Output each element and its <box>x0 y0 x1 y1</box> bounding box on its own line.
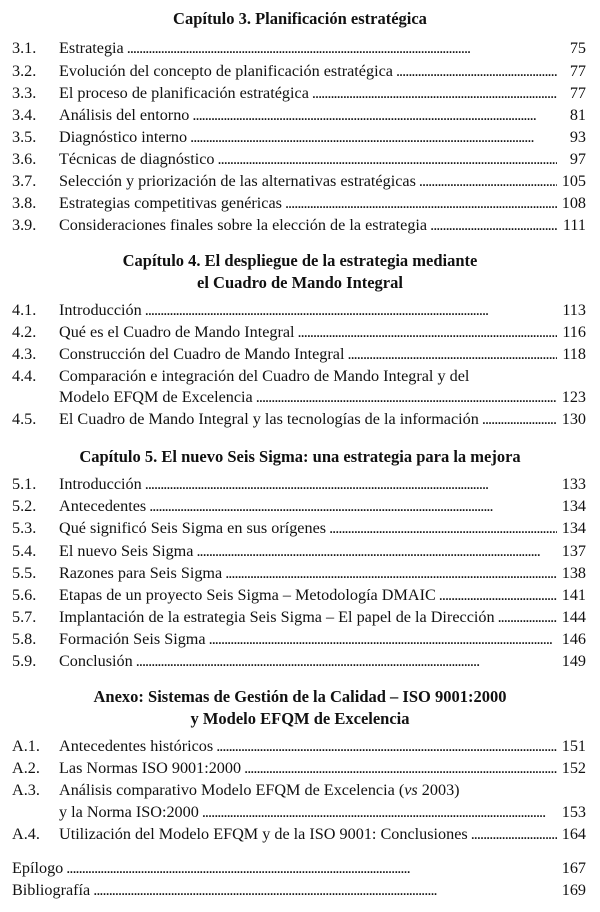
entry-number: 5.4. <box>12 542 37 560</box>
dot-leader <box>225 563 557 584</box>
chapter-3-title: Capítulo 3. Planificación estratégica <box>173 9 427 28</box>
entry-number: 5.9. <box>12 652 37 670</box>
toc-entry <box>12 758 586 779</box>
dot-leader <box>312 83 557 104</box>
entry-page: 108 <box>561 194 586 212</box>
toc-entry <box>12 344 586 365</box>
entry-title: Modelo EFQM de Excelencia <box>59 388 253 406</box>
entry-number: 3.1. <box>12 39 37 57</box>
entry-number: 5.3. <box>12 519 37 537</box>
entry-title-part: 2003) <box>417 781 460 799</box>
toc-entry <box>12 563 586 584</box>
toc-entry <box>12 300 586 321</box>
dot-leader <box>396 61 557 82</box>
toc-entry <box>12 585 586 606</box>
entry-title: Técnicas de diagnóstico <box>59 150 215 168</box>
dot-leader <box>66 858 557 879</box>
entry-number: 3.4. <box>12 106 37 124</box>
entry-page: 137 <box>561 542 586 560</box>
dot-leader <box>439 585 557 606</box>
entry-page: 152 <box>561 759 586 777</box>
entry-number: 5.1. <box>12 475 37 493</box>
dot-leader <box>347 344 557 365</box>
toc-entry <box>12 149 586 170</box>
entry-title: Las Normas ISO 9001:2000 <box>59 759 242 777</box>
toc-entry <box>12 193 586 214</box>
dot-leader <box>419 171 557 192</box>
entry-number: 4.3. <box>12 345 37 363</box>
entry-number: 4.4. <box>12 367 37 385</box>
toc-entry <box>12 736 586 757</box>
entry-title: Análisis del entorno <box>59 106 190 124</box>
toc-entry-continuation <box>59 802 586 823</box>
dot-leader <box>202 802 557 823</box>
entry-page: 97 <box>569 150 586 168</box>
entry-page: 134 <box>561 519 586 537</box>
entry-title: Antecedentes <box>59 497 147 515</box>
chapter-4-title-line1: Capítulo 4. El despliegue de la estrategia mediante <box>122 251 478 270</box>
toc-entry <box>12 105 586 126</box>
entry-number: 4.1. <box>12 301 37 319</box>
entry-number: A.2. <box>12 759 40 777</box>
dot-leader <box>430 215 557 236</box>
entry-number: 5.7. <box>12 608 37 626</box>
dot-leader <box>329 518 557 539</box>
entry-title: Utilización del Modelo EFQM y de la ISO 9001: Conclusiones <box>59 825 468 843</box>
toc-entry <box>12 629 586 650</box>
entry-page: 105 <box>561 172 586 190</box>
entry-title: Estrategias competitivas genéricas <box>59 194 282 212</box>
entry-title: El nuevo Seis Sigma <box>59 542 194 560</box>
entry-page: 144 <box>561 608 586 626</box>
entry-page: 118 <box>562 345 586 363</box>
entry-page: 151 <box>561 737 586 755</box>
entry-title: Selección y priorización de las alternativas estratégicas <box>59 172 416 190</box>
entry-page: 113 <box>562 301 586 319</box>
dot-leader <box>145 474 557 495</box>
toc-entry <box>12 541 586 562</box>
entry-page: 75 <box>569 39 586 57</box>
entry-page: 133 <box>561 475 586 493</box>
entry-title: Construcción del Cuadro de Mando Integral <box>59 345 345 363</box>
entry-page: 93 <box>569 128 586 146</box>
entry-title: Bibliografía <box>12 881 91 899</box>
toc-entry <box>12 409 586 430</box>
entry-page: 146 <box>561 630 586 648</box>
entry-title: Qué significó Seis Sigma en sus orígenes <box>59 519 327 537</box>
entry-title: Etapas de un proyecto Seis Sigma – Metodología DMAIC <box>59 586 436 604</box>
toc-entry-epilogue <box>12 858 586 879</box>
toc-entry <box>12 127 586 148</box>
entry-title <box>59 780 460 801</box>
entry-title: Conclusión <box>59 652 133 670</box>
entry-page: 167 <box>561 859 586 877</box>
entry-title: Qué es el Cuadro de Mando Integral <box>59 323 295 341</box>
dot-leader <box>93 880 557 901</box>
dot-leader <box>216 736 557 757</box>
toc-entry <box>12 518 586 539</box>
entry-number: A.1. <box>12 737 40 755</box>
dot-leader <box>127 38 557 59</box>
toc-entry <box>12 780 586 801</box>
toc-entry <box>12 496 586 517</box>
entry-page: 111 <box>562 216 586 234</box>
dot-leader <box>190 127 557 148</box>
toc-entry <box>12 322 586 343</box>
entry-page: 164 <box>561 825 586 843</box>
dot-leader <box>285 193 557 214</box>
entry-page: 141 <box>561 586 586 604</box>
toc-entry-bibliography <box>12 880 586 901</box>
toc-entry <box>12 651 586 672</box>
entry-title: Antecedentes históricos <box>59 737 214 755</box>
dot-leader <box>298 322 557 343</box>
entry-number: 4.5. <box>12 410 37 428</box>
entry-page: 77 <box>569 62 586 80</box>
entry-page: 169 <box>561 881 586 899</box>
entry-page: 149 <box>561 652 586 670</box>
entry-title-italic: vs <box>404 781 418 799</box>
toc-entry <box>12 171 586 192</box>
toc-entry <box>12 61 586 82</box>
entry-title: Diagnóstico interno <box>59 128 188 146</box>
entry-title: El Cuadro de Mando Integral y las tecnologías de la información <box>59 410 479 428</box>
entry-number: 3.2. <box>12 62 37 80</box>
entry-number: 3.9. <box>12 216 37 234</box>
entry-page: 138 <box>561 564 586 582</box>
entry-title: Formación Seis Sigma <box>59 630 206 648</box>
entry-page: 130 <box>561 410 586 428</box>
entry-page: 123 <box>561 388 586 406</box>
dot-leader <box>218 149 557 170</box>
toc-entry <box>12 474 586 495</box>
chapter-5-title: Capítulo 5. El nuevo Seis Sigma: una estrategia para la mejora <box>79 447 521 466</box>
entry-page: 81 <box>569 106 586 124</box>
entry-page: 77 <box>569 84 586 102</box>
entry-title: Comparación e integración del Cuadro de Mando Integral y del <box>59 367 470 385</box>
toc-entry <box>12 824 586 845</box>
entry-number: 3.6. <box>12 150 37 168</box>
entry-title: Evolución del concepto de planificación estratégica <box>59 62 393 80</box>
dot-leader <box>145 300 557 321</box>
entry-page: 153 <box>561 803 586 821</box>
chapter-4-title-line2: el Cuadro de Mando Integral <box>197 273 403 292</box>
entry-number: 5.8. <box>12 630 37 648</box>
dot-leader <box>192 105 557 126</box>
entry-number: 3.3. <box>12 84 37 102</box>
dot-leader <box>149 496 557 517</box>
dot-leader <box>209 629 557 650</box>
entry-number: 5.6. <box>12 586 37 604</box>
entry-number: 3.7. <box>12 172 37 190</box>
entry-title: Implantación de la estrategia Seis Sigma – El papel de la Dirección <box>59 608 495 626</box>
entry-number: 4.2. <box>12 323 37 341</box>
entry-title: y la Norma ISO:2000 <box>59 803 199 821</box>
entry-title: Estrategia <box>59 39 124 57</box>
entry-page: 134 <box>561 497 586 515</box>
entry-title: Razones para Seis Sigma <box>59 564 223 582</box>
entry-title: El proceso de planificación estratégica <box>59 84 309 102</box>
dot-leader <box>471 824 557 845</box>
entry-number: 5.2. <box>12 497 37 515</box>
dot-leader <box>482 409 557 430</box>
toc-entry <box>12 607 586 628</box>
dot-leader <box>136 651 557 672</box>
annex-title-line2: y Modelo EFQM de Excelencia <box>190 709 410 728</box>
toc-entry <box>12 38 586 59</box>
entry-number: A.3. <box>12 781 40 799</box>
dot-leader <box>196 541 557 562</box>
entry-title-part: Análisis comparativo Modelo EFQM de Excelencia ( <box>59 781 405 799</box>
entry-number: 5.5. <box>12 564 37 582</box>
entry-number: A.4. <box>12 825 40 843</box>
dot-leader <box>244 758 557 779</box>
entry-title: Introducción <box>59 301 142 319</box>
toc-entry <box>12 215 586 236</box>
entry-title: Epílogo <box>12 859 64 877</box>
entry-title: Introducción <box>59 475 142 493</box>
toc-entry-continuation <box>59 387 586 408</box>
entry-title: Consideraciones finales sobre la elección de la estrategia <box>59 216 428 234</box>
dot-leader <box>498 607 557 628</box>
dot-leader <box>256 387 557 408</box>
entry-number: 3.5. <box>12 128 37 146</box>
toc-entry <box>12 366 586 387</box>
toc-entry <box>12 83 586 104</box>
entry-page: 116 <box>562 323 586 341</box>
entry-number: 3.8. <box>12 194 37 212</box>
annex-title-line1: Anexo: Sistemas de Gestión de la Calidad – ISO 9001:2000 <box>93 687 507 706</box>
